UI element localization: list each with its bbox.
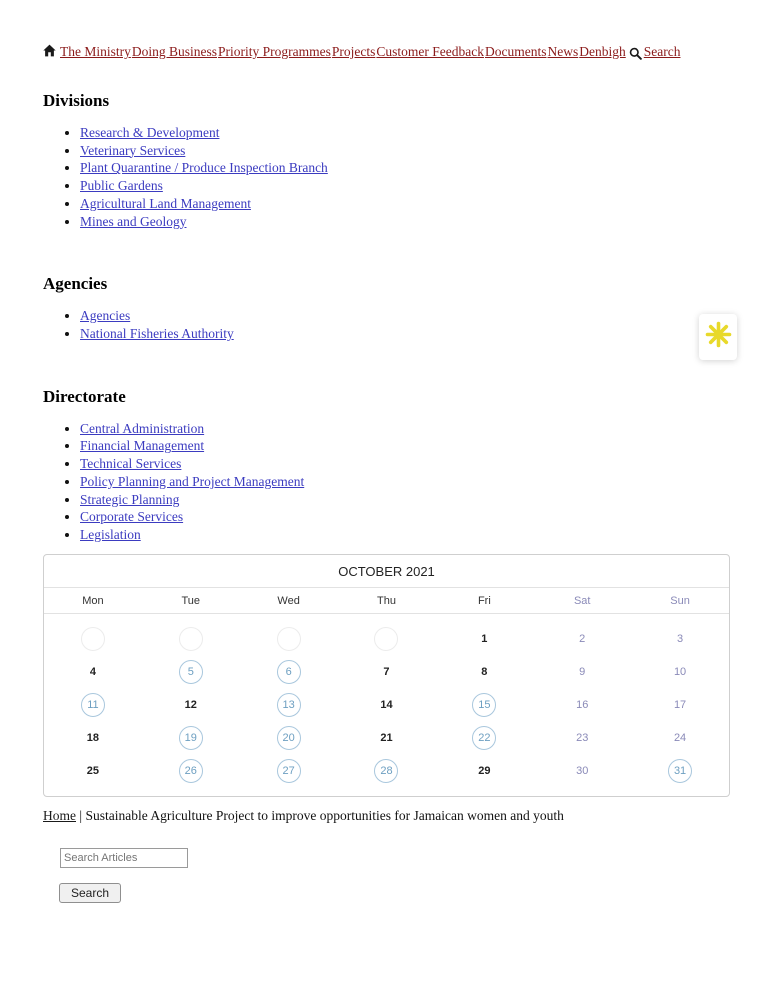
weekday-label: Wed — [277, 594, 300, 607]
calendar-day-number[interactable]: 28 — [374, 759, 398, 783]
list-item — [80, 509, 730, 526]
division-link[interactable]: Public Gardens — [80, 178, 163, 194]
calendar-day[interactable] — [44, 692, 142, 718]
calendar-day-number: 9 — [579, 665, 586, 678]
calendar-day-number: 23 — [576, 731, 589, 744]
calendar-day-number[interactable]: 27 — [277, 759, 301, 783]
list-item — [80, 125, 730, 142]
list-item — [80, 527, 730, 544]
list-item — [80, 438, 730, 455]
empty-day-circle — [81, 627, 105, 651]
nav-link-doing-business[interactable]: Doing Business — [131, 44, 218, 59]
calendar-day-number: 18 — [86, 731, 100, 744]
calendar-grid — [44, 614, 729, 796]
division-link[interactable]: Veterinary Services — [80, 142, 186, 158]
calendar-day-number: 25 — [86, 764, 100, 777]
calendar-day — [338, 659, 436, 685]
calendar-day-number: 2 — [579, 632, 586, 645]
breadcrumb-separator: | — [79, 807, 83, 823]
calendar-day — [533, 626, 631, 652]
directorate-link[interactable]: Legislation — [80, 527, 141, 543]
division-link[interactable]: Mines and Geology — [80, 213, 187, 229]
calendar-day-number: 10 — [673, 665, 687, 678]
calendar-day-number: 7 — [383, 665, 390, 678]
empty-day-circle — [277, 627, 301, 651]
calendar-weekday-header — [44, 588, 729, 614]
calendar-day[interactable] — [142, 659, 240, 685]
calendar-day — [338, 725, 436, 751]
nav-link-news[interactable]: News — [547, 44, 579, 59]
directorate-link[interactable]: Policy Planning and Project Management — [80, 473, 305, 489]
directorate-link[interactable]: Strategic Planning — [80, 491, 180, 507]
calendar-day — [44, 725, 142, 751]
calendar-day-number: 12 — [184, 698, 197, 711]
directorate-link[interactable]: Corporate Services — [80, 509, 184, 525]
weekday-label: Mon — [82, 594, 104, 607]
nav-link-customer-feedback[interactable]: Customer Feedback — [376, 44, 484, 59]
section-title-agencies: Agencies — [43, 274, 108, 294]
directorate-list — [43, 421, 730, 544]
calendar-day[interactable] — [142, 725, 240, 751]
list-item — [80, 456, 730, 473]
calendar-day — [631, 659, 729, 685]
calendar-day-number: 16 — [576, 698, 589, 711]
agencies-list — [43, 308, 730, 342]
article-search — [60, 848, 730, 903]
weekday-label: Sat — [573, 594, 591, 607]
calendar-day[interactable] — [240, 692, 338, 718]
calendar-day — [631, 692, 729, 718]
section-title-directorate: Directorate — [43, 386, 126, 406]
list-item — [80, 143, 730, 160]
home-icon — [43, 44, 56, 57]
calendar-day — [533, 692, 631, 718]
empty-day-circle — [374, 627, 398, 651]
calendar-day — [631, 725, 729, 751]
weekday-label: Fri — [477, 594, 491, 607]
list-item — [80, 492, 730, 509]
weekday-label: Sun — [670, 594, 690, 607]
floating-widget-button[interactable] — [699, 314, 737, 360]
calendar-widget — [43, 554, 730, 797]
calendar-day-number: 24 — [673, 731, 687, 744]
nav-link-priority-programmes[interactable]: Priority Programmes — [218, 44, 331, 59]
calendar-day — [435, 659, 533, 685]
section-title-divisions: Divisions — [43, 90, 110, 110]
calendar-day[interactable] — [338, 758, 436, 784]
calendar-day-number: 4 — [89, 665, 96, 678]
calendar-empty-day — [240, 626, 338, 652]
search-articles-button[interactable]: Search — [59, 883, 121, 903]
nav-link-projects[interactable]: Projects — [331, 44, 376, 59]
calendar-day[interactable] — [435, 692, 533, 718]
list-item — [80, 196, 730, 213]
calendar-day — [142, 692, 240, 718]
calendar-day-number: 29 — [478, 764, 491, 777]
calendar-day — [533, 758, 631, 784]
calendar-day-number[interactable]: 6 — [277, 660, 301, 684]
breadcrumb-page-title: Sustainable Agriculture Project to improve opportunities for Jamaican women and youth — [85, 807, 564, 823]
calendar-day-number: 17 — [673, 698, 687, 711]
calendar-empty-day — [44, 626, 142, 652]
division-link[interactable]: Plant Quarantine / Produce Inspection Branch — [80, 160, 328, 176]
calendar-day — [44, 659, 142, 685]
calendar-day[interactable] — [142, 758, 240, 784]
calendar-day-number[interactable]: 20 — [277, 726, 301, 750]
calendar-day — [44, 758, 142, 784]
calendar-day-number: 14 — [380, 698, 393, 711]
list-item — [80, 308, 730, 325]
breadcrumb — [43, 808, 730, 824]
calendar-day-number: 30 — [576, 764, 589, 777]
search-articles-input[interactable] — [60, 848, 188, 868]
calendar-day[interactable] — [435, 725, 533, 751]
directorate-link[interactable]: Technical Services — [80, 456, 182, 472]
calendar-day-number: 8 — [481, 665, 488, 678]
agency-link[interactable]: Agencies — [80, 308, 131, 324]
calendar-empty-day — [142, 626, 240, 652]
divisions-list — [43, 125, 730, 230]
empty-day-circle — [179, 627, 203, 651]
calendar-day[interactable] — [631, 758, 729, 784]
calendar-day[interactable] — [240, 659, 338, 685]
calendar-day — [533, 659, 631, 685]
directorate-link[interactable]: Financial Management — [80, 438, 205, 454]
search-icon — [629, 47, 642, 60]
nav-link-the-ministry[interactable]: The Ministry — [60, 44, 131, 59]
agency-link[interactable]: National Fisheries Authority — [80, 325, 234, 341]
calendar-day-number[interactable]: 11 — [81, 693, 105, 717]
calendar-day-number[interactable]: 13 — [277, 693, 301, 717]
directorate-link[interactable]: Central Administration — [80, 420, 205, 436]
weekday-label: Thu — [377, 594, 396, 607]
calendar-day-number: 3 — [677, 632, 684, 645]
calendar-day-number[interactable]: 26 — [179, 759, 203, 783]
calendar-title: OCTOBER 2021 — [44, 555, 729, 588]
calendar-day[interactable] — [240, 758, 338, 784]
calendar-day-number: 1 — [481, 632, 488, 645]
calendar-day-number[interactable]: 22 — [472, 726, 496, 750]
nav-link-documents[interactable]: Documents — [485, 44, 547, 59]
calendar-day-number[interactable]: 31 — [668, 759, 692, 783]
calendar-day — [435, 758, 533, 784]
list-item — [80, 160, 730, 177]
breadcrumb-home-link[interactable]: Home — [43, 807, 76, 823]
yellow-asterisk-icon — [705, 321, 732, 353]
nav-link-denbigh[interactable]: Denbigh — [579, 44, 626, 59]
calendar-day — [435, 626, 533, 652]
nav-search-link[interactable]: Search — [643, 44, 681, 59]
calendar-empty-day — [338, 626, 436, 652]
list-item — [80, 214, 730, 231]
top-navigation — [43, 44, 730, 61]
calendar-day — [338, 692, 436, 718]
division-link[interactable]: Agricultural Land Management — [80, 195, 251, 211]
calendar-day[interactable] — [240, 725, 338, 751]
list-item — [80, 421, 730, 438]
calendar-day-number[interactable]: 5 — [179, 660, 203, 684]
division-link[interactable]: Research & Development — [80, 124, 220, 140]
home-link[interactable] — [43, 44, 59, 61]
calendar-day-number[interactable]: 15 — [472, 693, 496, 717]
calendar-day-number[interactable]: 19 — [179, 726, 203, 750]
list-item — [80, 474, 730, 491]
list-item — [80, 178, 730, 195]
calendar-day — [631, 626, 729, 652]
calendar-day — [533, 725, 631, 751]
weekday-label: Tue — [181, 594, 201, 607]
list-item — [80, 326, 730, 343]
calendar-day-number: 21 — [380, 731, 393, 744]
